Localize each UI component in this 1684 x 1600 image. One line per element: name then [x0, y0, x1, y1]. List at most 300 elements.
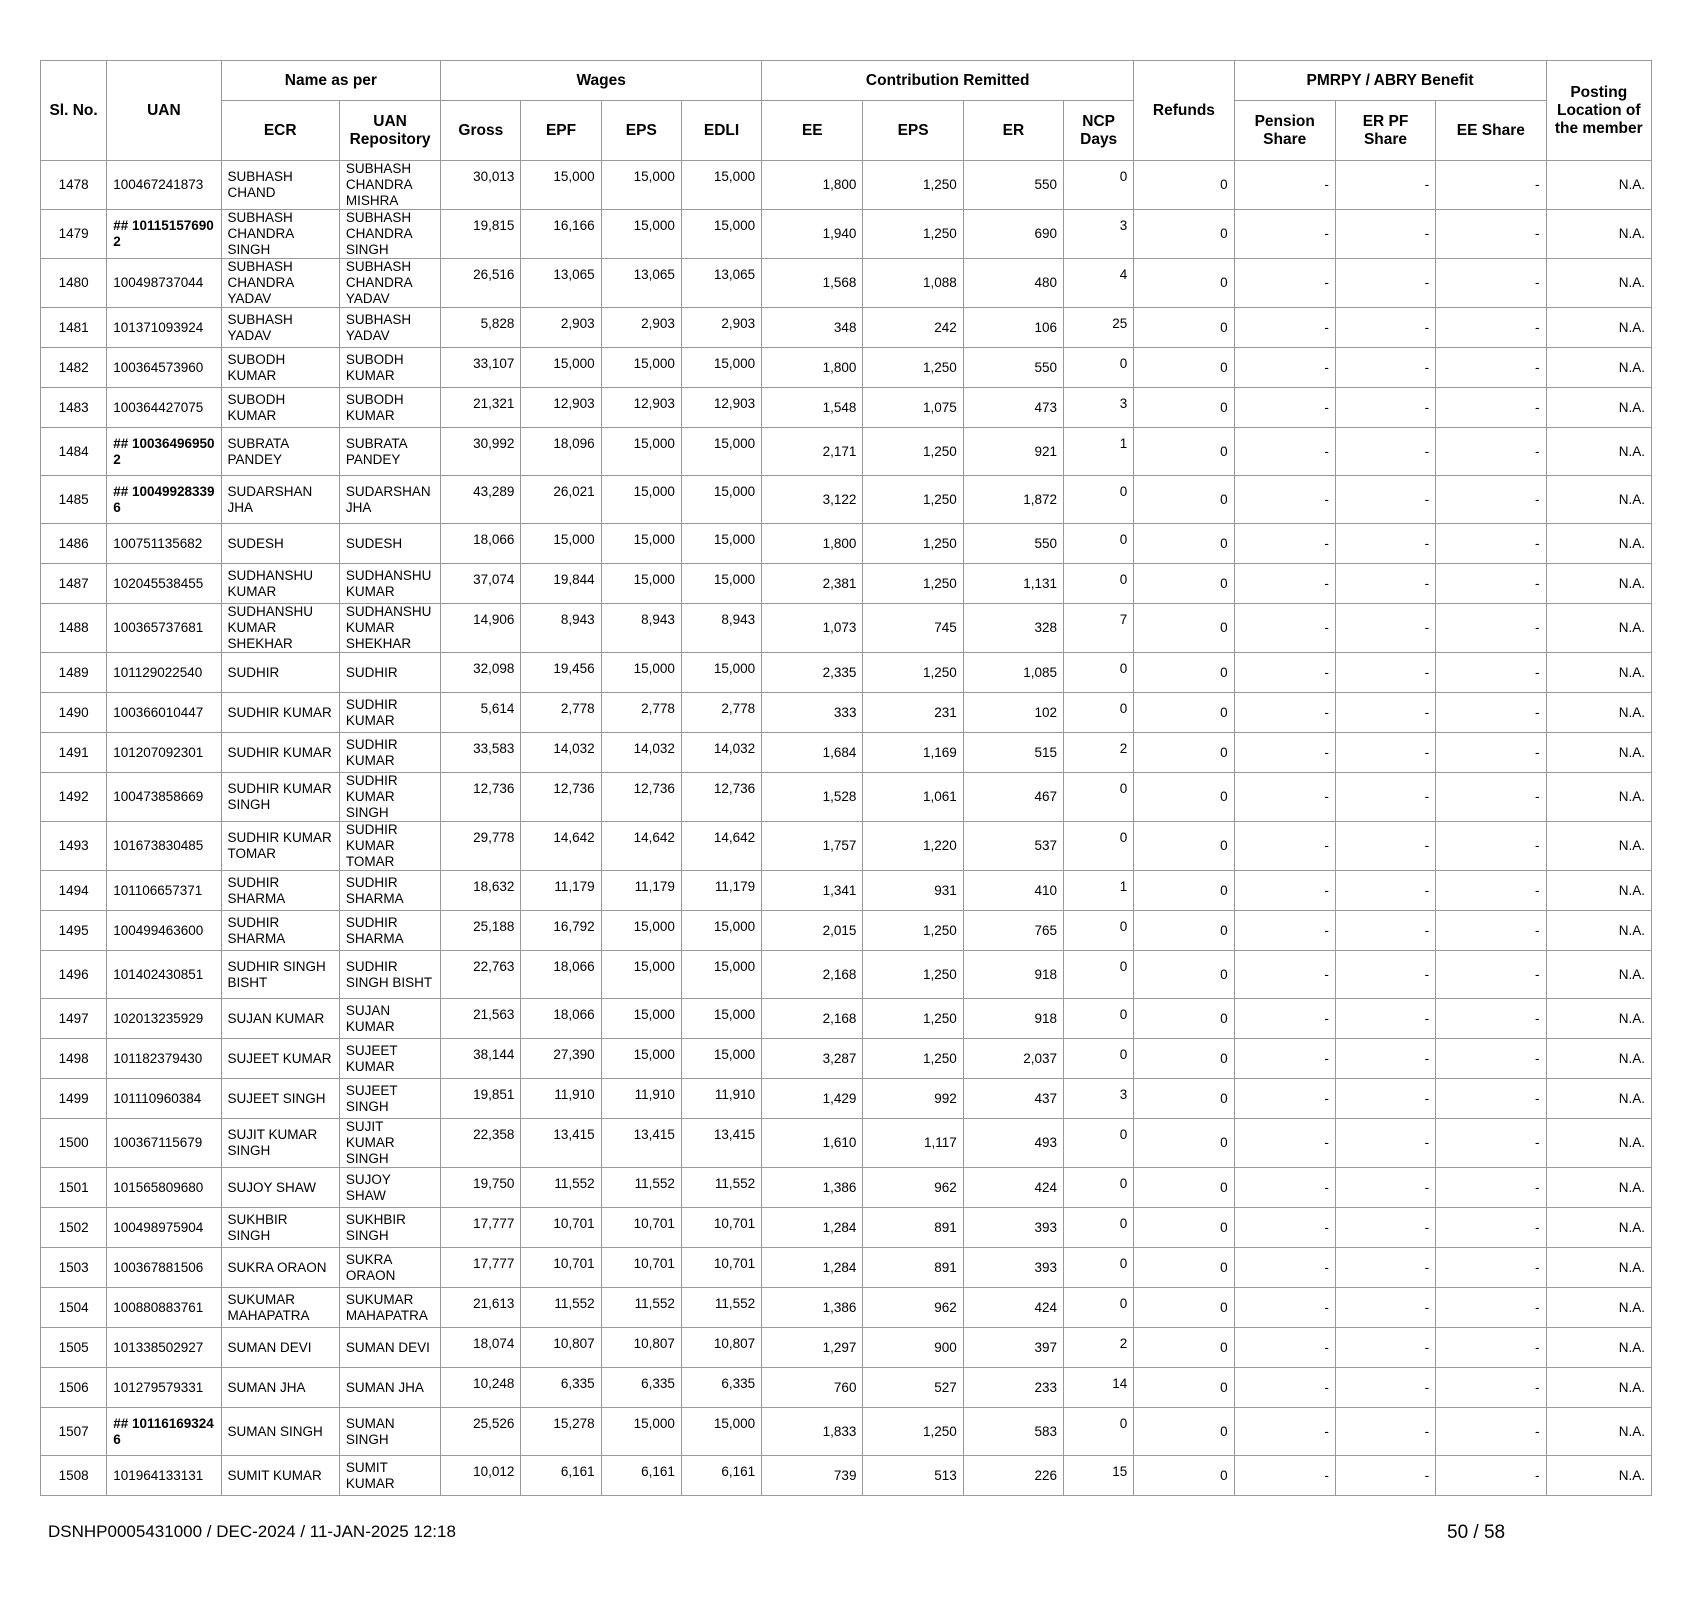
table-row [41, 1368, 1652, 1408]
cell-er: 921 [963, 428, 1063, 476]
cell-eps-contribution: 1,220 [863, 822, 963, 871]
cell-epf: 11,910 [521, 1079, 601, 1119]
cell-uan-repository-name: SUKHBIR SINGH [339, 1208, 440, 1248]
cell-ee-share: - [1436, 1119, 1546, 1168]
cell-ecr-name: SUKRA ORAON [221, 1248, 339, 1288]
cell-er: 393 [963, 1248, 1063, 1288]
cell-ee: 2,168 [762, 999, 863, 1039]
cell-ee: 2,171 [762, 428, 863, 476]
cell-uan-repository-name: SUDARSHAN JHA [339, 476, 440, 524]
cell-pension-share: - [1234, 911, 1335, 951]
header-pmrpy-abry: PMRPY / ABRY Benefit [1234, 61, 1546, 101]
cell-edli: 15,000 [681, 653, 761, 693]
cell-gross: 21,321 [441, 388, 521, 428]
cell-uan: 101338502927 [107, 1328, 221, 1368]
table-row [41, 911, 1652, 951]
cell-refunds: 0 [1134, 1119, 1234, 1168]
cell-posting-location: N.A. [1546, 693, 1652, 733]
cell-ee: 1,610 [762, 1119, 863, 1168]
cell-er: 410 [963, 871, 1063, 911]
cell-gross: 30,992 [441, 428, 521, 476]
cell-uan-repository-name: SUBODH KUMAR [339, 348, 440, 388]
cell-ncp-days: 1 [1064, 871, 1134, 911]
table-row [41, 161, 1652, 210]
cell-gross: 14,906 [441, 604, 521, 653]
cell-uan-repository-name: SUMIT KUMAR [339, 1456, 440, 1496]
cell-uan: 101207092301 [107, 733, 221, 773]
cell-edli: 2,778 [681, 693, 761, 733]
cell-ee: 2,335 [762, 653, 863, 693]
cell-pension-share: - [1234, 428, 1335, 476]
cell-er-pf-share: - [1335, 733, 1435, 773]
cell-posting-location: N.A. [1546, 1168, 1652, 1208]
cell-gross: 43,289 [441, 476, 521, 524]
cell-er: 918 [963, 999, 1063, 1039]
cell-uan-repository-name: SUKUMAR MAHAPATRA [339, 1288, 440, 1328]
cell-ecr-name: SUMAN JHA [221, 1368, 339, 1408]
cell-pension-share: - [1234, 999, 1335, 1039]
cell-epf: 14,642 [521, 822, 601, 871]
cell-epf: 15,000 [521, 161, 601, 210]
cell-sl-no: 1479 [41, 210, 107, 259]
cell-ecr-name: SUDESH [221, 524, 339, 564]
cell-posting-location: N.A. [1546, 1456, 1652, 1496]
cell-eps: 15,000 [601, 476, 681, 524]
cell-eps: 15,000 [601, 653, 681, 693]
cell-er: 424 [963, 1288, 1063, 1328]
cell-pension-share: - [1234, 1368, 1335, 1408]
cell-ecr-name: SUBHASH CHANDRA SINGH [221, 210, 339, 259]
cell-edli: 15,000 [681, 210, 761, 259]
cell-eps-contribution: 1,250 [863, 348, 963, 388]
cell-ncp-days: 0 [1064, 564, 1134, 604]
cell-edli: 15,000 [681, 428, 761, 476]
cell-pension-share: - [1234, 1079, 1335, 1119]
header-ncp-days: NCP Days [1064, 101, 1134, 161]
table-row [41, 1408, 1652, 1456]
cell-ee-share: - [1436, 1408, 1546, 1456]
table-row [41, 733, 1652, 773]
cell-eps: 8,943 [601, 604, 681, 653]
cell-ecr-name: SUDHANSHU KUMAR SHEKHAR [221, 604, 339, 653]
cell-eps: 15,000 [601, 999, 681, 1039]
cell-er: 397 [963, 1328, 1063, 1368]
cell-epf: 15,000 [521, 348, 601, 388]
cell-refunds: 0 [1134, 1079, 1234, 1119]
cell-refunds: 0 [1134, 564, 1234, 604]
cell-epf: 15,000 [521, 524, 601, 564]
cell-er-pf-share: - [1335, 161, 1435, 210]
table-row [41, 476, 1652, 524]
cell-refunds: 0 [1134, 604, 1234, 653]
cell-sl-no: 1481 [41, 308, 107, 348]
cell-uan: 100880883761 [107, 1288, 221, 1328]
cell-ee: 1,284 [762, 1248, 863, 1288]
cell-er-pf-share: - [1335, 822, 1435, 871]
cell-ee-share: - [1436, 733, 1546, 773]
cell-eps: 13,415 [601, 1119, 681, 1168]
cell-ecr-name: SUDHIR KUMAR SINGH [221, 773, 339, 822]
cell-er: 2,037 [963, 1039, 1063, 1079]
cell-sl-no: 1496 [41, 951, 107, 999]
cell-uan-repository-name: SUBHASH YADAV [339, 308, 440, 348]
cell-posting-location: N.A. [1546, 951, 1652, 999]
cell-posting-location: N.A. [1546, 1039, 1652, 1079]
header-name-as-per: Name as per [221, 61, 441, 101]
cell-refunds: 0 [1134, 348, 1234, 388]
cell-refunds: 0 [1134, 1368, 1234, 1408]
cell-gross: 10,012 [441, 1456, 521, 1496]
cell-epf: 6,335 [521, 1368, 601, 1408]
cell-eps: 11,179 [601, 871, 681, 911]
cell-er: 550 [963, 524, 1063, 564]
cell-er-pf-share: - [1335, 210, 1435, 259]
cell-pension-share: - [1234, 348, 1335, 388]
cell-posting-location: N.A. [1546, 564, 1652, 604]
cell-ee-share: - [1436, 1328, 1546, 1368]
cell-epf: 10,807 [521, 1328, 601, 1368]
header-ee-share: EE Share [1436, 101, 1546, 161]
cell-er-pf-share: - [1335, 999, 1435, 1039]
cell-ncp-days: 3 [1064, 210, 1134, 259]
cell-edli: 12,903 [681, 388, 761, 428]
cell-er: 102 [963, 693, 1063, 733]
cell-refunds: 0 [1134, 822, 1234, 871]
cell-eps: 6,335 [601, 1368, 681, 1408]
cell-ecr-name: SUDHIR KUMAR [221, 733, 339, 773]
cell-edli: 11,179 [681, 871, 761, 911]
table-row [41, 822, 1652, 871]
cell-pension-share: - [1234, 773, 1335, 822]
cell-er: 106 [963, 308, 1063, 348]
cell-uan: 101673830485 [107, 822, 221, 871]
cell-posting-location: N.A. [1546, 1408, 1652, 1456]
table-row [41, 259, 1652, 308]
cell-posting-location: N.A. [1546, 308, 1652, 348]
cell-pension-share: - [1234, 733, 1335, 773]
cell-ee: 1,757 [762, 822, 863, 871]
cell-ee: 760 [762, 1368, 863, 1408]
cell-er-pf-share: - [1335, 428, 1435, 476]
cell-refunds: 0 [1134, 1248, 1234, 1288]
cell-eps-contribution: 1,250 [863, 524, 963, 564]
cell-epf: 11,179 [521, 871, 601, 911]
cell-pension-share: - [1234, 210, 1335, 259]
cell-pension-share: - [1234, 604, 1335, 653]
cell-epf: 11,552 [521, 1288, 601, 1328]
cell-eps: 12,736 [601, 773, 681, 822]
cell-er-pf-share: - [1335, 773, 1435, 822]
cell-posting-location: N.A. [1546, 1288, 1652, 1328]
cell-eps: 10,807 [601, 1328, 681, 1368]
cell-ee: 333 [762, 693, 863, 733]
cell-posting-location: N.A. [1546, 1119, 1652, 1168]
cell-gross: 19,750 [441, 1168, 521, 1208]
cell-er-pf-share: - [1335, 1368, 1435, 1408]
cell-er-pf-share: - [1335, 693, 1435, 733]
cell-refunds: 0 [1134, 259, 1234, 308]
table-row [41, 1456, 1652, 1496]
cell-uan-repository-name: SUBHASH CHANDRA SINGH [339, 210, 440, 259]
cell-ee-share: - [1436, 476, 1546, 524]
cell-epf: 11,552 [521, 1168, 601, 1208]
cell-uan-repository-name: SUMAN JHA [339, 1368, 440, 1408]
cell-ncp-days: 0 [1064, 653, 1134, 693]
cell-uan: 101106657371 [107, 871, 221, 911]
table-header [41, 61, 1652, 161]
cell-edli: 6,161 [681, 1456, 761, 1496]
cell-posting-location: N.A. [1546, 1328, 1652, 1368]
cell-uan: 100364427075 [107, 388, 221, 428]
cell-ncp-days: 25 [1064, 308, 1134, 348]
table-row [41, 1079, 1652, 1119]
cell-ecr-name: SUKHBIR SINGH [221, 1208, 339, 1248]
cell-eps-contribution: 1,075 [863, 388, 963, 428]
table-row [41, 210, 1652, 259]
cell-eps-contribution: 1,250 [863, 564, 963, 604]
cell-epf: 16,792 [521, 911, 601, 951]
cell-edli: 13,415 [681, 1119, 761, 1168]
cell-uan-repository-name: SUMAN DEVI [339, 1328, 440, 1368]
cell-uan: ## 10036496950 2 [107, 428, 221, 476]
cell-uan-repository-name: SUDHIR SHARMA [339, 871, 440, 911]
cell-epf: 13,415 [521, 1119, 601, 1168]
table-row [41, 564, 1652, 604]
cell-sl-no: 1484 [41, 428, 107, 476]
table-row [41, 999, 1652, 1039]
cell-refunds: 0 [1134, 951, 1234, 999]
header-er: ER [963, 101, 1063, 161]
cell-uan-repository-name: SUDHANSHU KUMAR SHEKHAR [339, 604, 440, 653]
cell-ee: 3,287 [762, 1039, 863, 1079]
cell-er: 328 [963, 604, 1063, 653]
cell-pension-share: - [1234, 259, 1335, 308]
cell-sl-no: 1493 [41, 822, 107, 871]
cell-gross: 33,107 [441, 348, 521, 388]
cell-ncp-days: 0 [1064, 1208, 1134, 1248]
cell-refunds: 0 [1134, 524, 1234, 564]
cell-er-pf-share: - [1335, 1208, 1435, 1248]
cell-epf: 13,065 [521, 259, 601, 308]
cell-gross: 5,828 [441, 308, 521, 348]
cell-uan: 101964133131 [107, 1456, 221, 1496]
cell-edli: 11,552 [681, 1288, 761, 1328]
cell-epf: 12,903 [521, 388, 601, 428]
cell-pension-share: - [1234, 1039, 1335, 1079]
cell-epf: 16,166 [521, 210, 601, 259]
cell-ee-share: - [1436, 259, 1546, 308]
cell-ee: 2,381 [762, 564, 863, 604]
cell-uan-repository-name: SUDESH [339, 524, 440, 564]
cell-ee: 1,386 [762, 1168, 863, 1208]
cell-eps-contribution: 962 [863, 1288, 963, 1328]
cell-posting-location: N.A. [1546, 210, 1652, 259]
table-row [41, 1119, 1652, 1168]
cell-ee-share: - [1436, 999, 1546, 1039]
cell-er: 918 [963, 951, 1063, 999]
cell-ee-share: - [1436, 1039, 1546, 1079]
cell-ncp-days: 2 [1064, 1328, 1134, 1368]
cell-ecr-name: SUDHIR KUMAR [221, 693, 339, 733]
cell-eps: 11,552 [601, 1168, 681, 1208]
cell-er-pf-share: - [1335, 1039, 1435, 1079]
cell-posting-location: N.A. [1546, 1368, 1652, 1408]
header-epf: EPF [521, 101, 601, 161]
cell-edli: 8,943 [681, 604, 761, 653]
cell-gross: 25,526 [441, 1408, 521, 1456]
cell-gross: 22,358 [441, 1119, 521, 1168]
cell-uan-repository-name: SUDHIR KUMAR SINGH [339, 773, 440, 822]
cell-uan: 100367881506 [107, 1248, 221, 1288]
cell-uan-repository-name: SUDHIR SINGH BISHT [339, 951, 440, 999]
header-refunds: Refunds [1134, 61, 1234, 161]
cell-edli: 15,000 [681, 911, 761, 951]
cell-eps: 10,701 [601, 1248, 681, 1288]
cell-uan-repository-name: SUMAN SINGH [339, 1408, 440, 1456]
cell-ee-share: - [1436, 524, 1546, 564]
cell-ncp-days: 0 [1064, 524, 1134, 564]
cell-er: 583 [963, 1408, 1063, 1456]
table-body [41, 161, 1652, 1496]
cell-er: 437 [963, 1079, 1063, 1119]
cell-eps: 11,910 [601, 1079, 681, 1119]
cell-ee: 1,800 [762, 524, 863, 564]
cell-gross: 22,763 [441, 951, 521, 999]
cell-edli: 15,000 [681, 951, 761, 999]
cell-posting-location: N.A. [1546, 388, 1652, 428]
cell-ee-share: - [1436, 564, 1546, 604]
cell-posting-location: N.A. [1546, 653, 1652, 693]
cell-edli: 10,701 [681, 1248, 761, 1288]
cell-ee: 1,548 [762, 388, 863, 428]
cell-ee-share: - [1436, 773, 1546, 822]
cell-epf: 6,161 [521, 1456, 601, 1496]
cell-er-pf-share: - [1335, 951, 1435, 999]
cell-ee: 1,284 [762, 1208, 863, 1248]
cell-uan-repository-name: SUJAN KUMAR [339, 999, 440, 1039]
cell-gross: 18,632 [441, 871, 521, 911]
cell-edli: 12,736 [681, 773, 761, 822]
cell-edli: 10,701 [681, 1208, 761, 1248]
cell-gross: 19,815 [441, 210, 521, 259]
cell-sl-no: 1482 [41, 348, 107, 388]
cell-posting-location: N.A. [1546, 822, 1652, 871]
cell-ecr-name: SUDHANSHU KUMAR [221, 564, 339, 604]
cell-pension-share: - [1234, 951, 1335, 999]
cell-pension-share: - [1234, 1456, 1335, 1496]
cell-er-pf-share: - [1335, 524, 1435, 564]
cell-refunds: 0 [1134, 161, 1234, 210]
cell-refunds: 0 [1134, 871, 1234, 911]
cell-eps-contribution: 1,250 [863, 428, 963, 476]
cell-pension-share: - [1234, 693, 1335, 733]
cell-uan-repository-name: SUJIT KUMAR SINGH [339, 1119, 440, 1168]
cell-ee: 739 [762, 1456, 863, 1496]
cell-uan: ## 10115157690 2 [107, 210, 221, 259]
cell-epf: 8,943 [521, 604, 601, 653]
cell-ncp-days: 1 [1064, 428, 1134, 476]
cell-er-pf-share: - [1335, 604, 1435, 653]
cell-epf: 10,701 [521, 1248, 601, 1288]
cell-ee: 1,800 [762, 348, 863, 388]
cell-ee: 1,833 [762, 1408, 863, 1456]
cell-posting-location: N.A. [1546, 348, 1652, 388]
cell-eps-contribution: 931 [863, 871, 963, 911]
cell-ecr-name: SUJIT KUMAR SINGH [221, 1119, 339, 1168]
cell-uan: 100751135682 [107, 524, 221, 564]
cell-ncp-days: 0 [1064, 476, 1134, 524]
cell-ee-share: - [1436, 1168, 1546, 1208]
cell-epf: 12,736 [521, 773, 601, 822]
cell-er-pf-share: - [1335, 1456, 1435, 1496]
cell-refunds: 0 [1134, 428, 1234, 476]
cell-sl-no: 1489 [41, 653, 107, 693]
cell-er-pf-share: - [1335, 259, 1435, 308]
cell-uan-repository-name: SUDHIR SHARMA [339, 911, 440, 951]
cell-posting-location: N.A. [1546, 733, 1652, 773]
cell-er-pf-share: - [1335, 564, 1435, 604]
cell-pension-share: - [1234, 1288, 1335, 1328]
cell-er-pf-share: - [1335, 1168, 1435, 1208]
cell-epf: 14,032 [521, 733, 601, 773]
header-sl-no: Sl. No. [41, 61, 107, 161]
cell-uan-repository-name: SUKRA ORAON [339, 1248, 440, 1288]
cell-ncp-days: 0 [1064, 1039, 1134, 1079]
cell-ee-share: - [1436, 388, 1546, 428]
cell-epf: 19,844 [521, 564, 601, 604]
cell-eps-contribution: 1,169 [863, 733, 963, 773]
table-row [41, 1168, 1652, 1208]
cell-pension-share: - [1234, 476, 1335, 524]
cell-ecr-name: SUBODH KUMAR [221, 348, 339, 388]
cell-er: 480 [963, 259, 1063, 308]
cell-gross: 18,066 [441, 524, 521, 564]
cell-edli: 11,552 [681, 1168, 761, 1208]
cell-er-pf-share: - [1335, 911, 1435, 951]
cell-refunds: 0 [1134, 693, 1234, 733]
cell-er: 515 [963, 733, 1063, 773]
cell-epf: 19,456 [521, 653, 601, 693]
cell-eps: 13,065 [601, 259, 681, 308]
header-posting-location: Posting Location of the member [1546, 61, 1652, 161]
cell-eps: 15,000 [601, 951, 681, 999]
cell-uan-repository-name: SUBHASH CHANDRA YADAV [339, 259, 440, 308]
cell-eps: 15,000 [601, 210, 681, 259]
cell-eps: 2,778 [601, 693, 681, 733]
cell-eps-contribution: 231 [863, 693, 963, 733]
cell-sl-no: 1503 [41, 1248, 107, 1288]
cell-uan: 100473858669 [107, 773, 221, 822]
cell-edli: 15,000 [681, 161, 761, 210]
cell-posting-location: N.A. [1546, 259, 1652, 308]
ecr-contribution-table [40, 60, 1652, 1496]
cell-eps-contribution: 1,250 [863, 911, 963, 951]
cell-eps-contribution: 992 [863, 1079, 963, 1119]
table-row [41, 693, 1652, 733]
cell-eps-contribution: 1,250 [863, 161, 963, 210]
cell-ee: 348 [762, 308, 863, 348]
cell-eps: 14,642 [601, 822, 681, 871]
cell-sl-no: 1500 [41, 1119, 107, 1168]
cell-edli: 15,000 [681, 476, 761, 524]
cell-er: 467 [963, 773, 1063, 822]
cell-eps-contribution: 1,250 [863, 1408, 963, 1456]
cell-ncp-days: 0 [1064, 348, 1134, 388]
cell-ncp-days: 0 [1064, 951, 1134, 999]
cell-ecr-name: SUBHASH YADAV [221, 308, 339, 348]
cell-pension-share: - [1234, 1168, 1335, 1208]
header-er-pf-share: ER PF Share [1335, 101, 1435, 161]
